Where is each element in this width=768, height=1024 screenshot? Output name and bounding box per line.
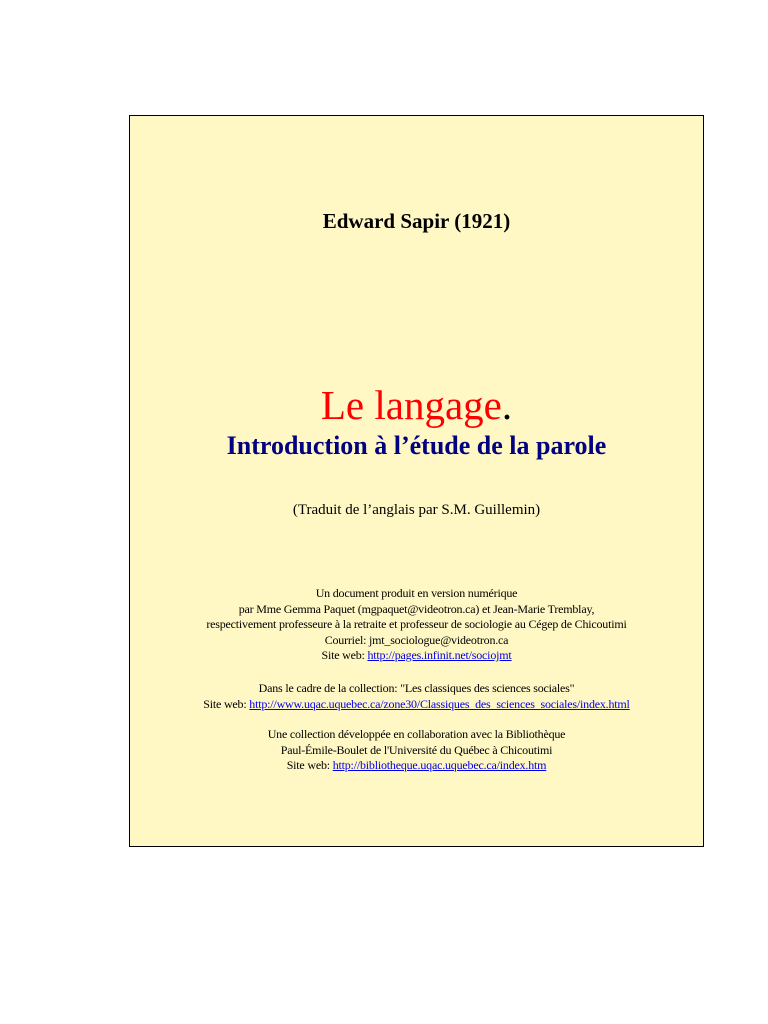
book-subtitle: Introduction à l’étude de la parole — [226, 431, 607, 460]
library-block — [130, 727, 703, 774]
credits-website-line — [130, 648, 703, 664]
book-title — [130, 381, 703, 429]
book-title-text: Le langage — [320, 382, 502, 428]
book-title-period: . — [501, 382, 513, 428]
collection-line: Dans le cadre de la collection: "Les classiques des sciences sociales" — [258, 681, 575, 695]
site-web-label: Site web: — [286, 758, 333, 772]
classiques-link[interactable]: http://www.uqac.uquebec.ca/zone30/Classiques_des_sciences_sociales/index.html — [249, 696, 630, 711]
site-web-label: Site web: — [321, 648, 368, 662]
credits-line: par Mme Gemma Paquet (mgpaquet@videotron.ca) et Jean-Marie Tremblay, — [238, 601, 595, 616]
library-website-line — [130, 758, 703, 774]
collection-website-line — [130, 697, 703, 713]
library-line: Une collection développée en collaboration avec la Bibliothèque — [267, 727, 566, 741]
author-line: Edward Sapir (1921) — [322, 209, 511, 233]
collection-block — [130, 681, 703, 712]
sociojmt-link[interactable]: http://pages.infinit.net/sociojmt — [367, 648, 512, 662]
site-web-label: Site web: — [203, 696, 250, 711]
credits-email: Courriel: jmt_sociologue@videotron.ca — [324, 632, 509, 647]
credits-block — [130, 586, 703, 664]
library-line: Paul-Émile-Boulet de l'Université du Québec à Chicoutimi — [280, 742, 553, 757]
title-page-frame — [129, 115, 704, 847]
bibliotheque-link[interactable]: http://bibliotheque.uqac.uquebec.ca/index.htm — [332, 758, 547, 772]
translator-note: (Traduit de l’anglais par S.M. Guillemin) — [292, 502, 541, 518]
credits-line: respectivement professeure à la retraite et professeur de sociologie au Cégep de Chicoutimi — [206, 617, 627, 631]
credits-line: Un document produit en version numérique — [315, 586, 518, 600]
